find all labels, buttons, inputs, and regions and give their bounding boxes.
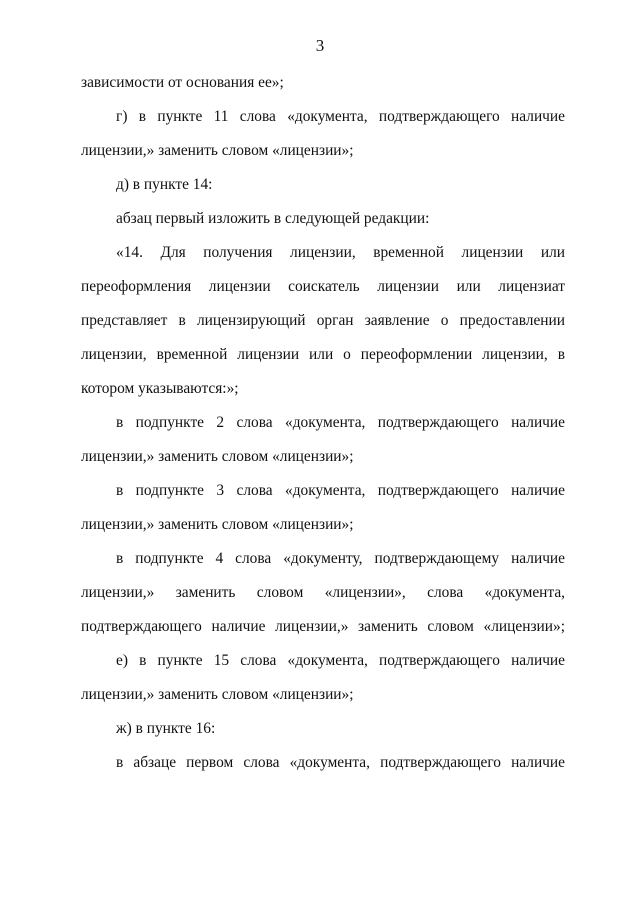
text-line: «14. Для получения лицензии, временной лицензии или [116, 244, 565, 261]
text-line: лицензии, временной лицензии или о переоформлении лицензии, в [81, 346, 565, 363]
document-body [81, 70, 565, 784]
text-line: подтверждающего наличие лицензии,» заменить словом «лицензии»; [81, 618, 565, 635]
text-line: переоформления лицензии соискатель лицензии или лицензиат [81, 278, 565, 295]
text-line: в подпункте 2 слова «документа, подтверждающего наличие [116, 414, 565, 431]
text-line: абзац первый изложить в следующей редакции: [116, 210, 430, 227]
text-line: лицензии,» заменить словом «лицензии»; [81, 448, 354, 465]
text-line: представляет в лицензирующий орган заявление о предоставлении [81, 312, 565, 329]
text-line: в абзаце первом слова «документа, подтверждающего наличие [116, 754, 565, 771]
text-line: г) в пункте 11 слова «документа, подтверждающего наличие [116, 108, 565, 125]
text-line: лицензии,» заменить словом «лицензии», слова «документа, [81, 584, 565, 601]
text-line: в подпункте 4 слова «документу, подтверждающему наличие [116, 550, 565, 567]
text-line: е) в пункте 15 слова «документа, подтверждающего наличие [116, 652, 565, 669]
text-line: лицензии,» заменить словом «лицензии»; [81, 686, 354, 703]
text-line: д) в пункте 14: [116, 176, 213, 193]
page-number: 3 [315, 36, 325, 55]
text-line: лицензии,» заменить словом «лицензии»; [81, 142, 354, 159]
text-line: лицензии,» заменить словом «лицензии»; [81, 516, 354, 533]
text-line: в подпункте 3 слова «документа, подтверждающего наличие [116, 482, 565, 499]
text-line: зависимости от основания ее»; [81, 74, 284, 91]
text-line: котором указываются:»; [81, 380, 239, 397]
text-line: ж) в пункте 16: [116, 720, 216, 737]
